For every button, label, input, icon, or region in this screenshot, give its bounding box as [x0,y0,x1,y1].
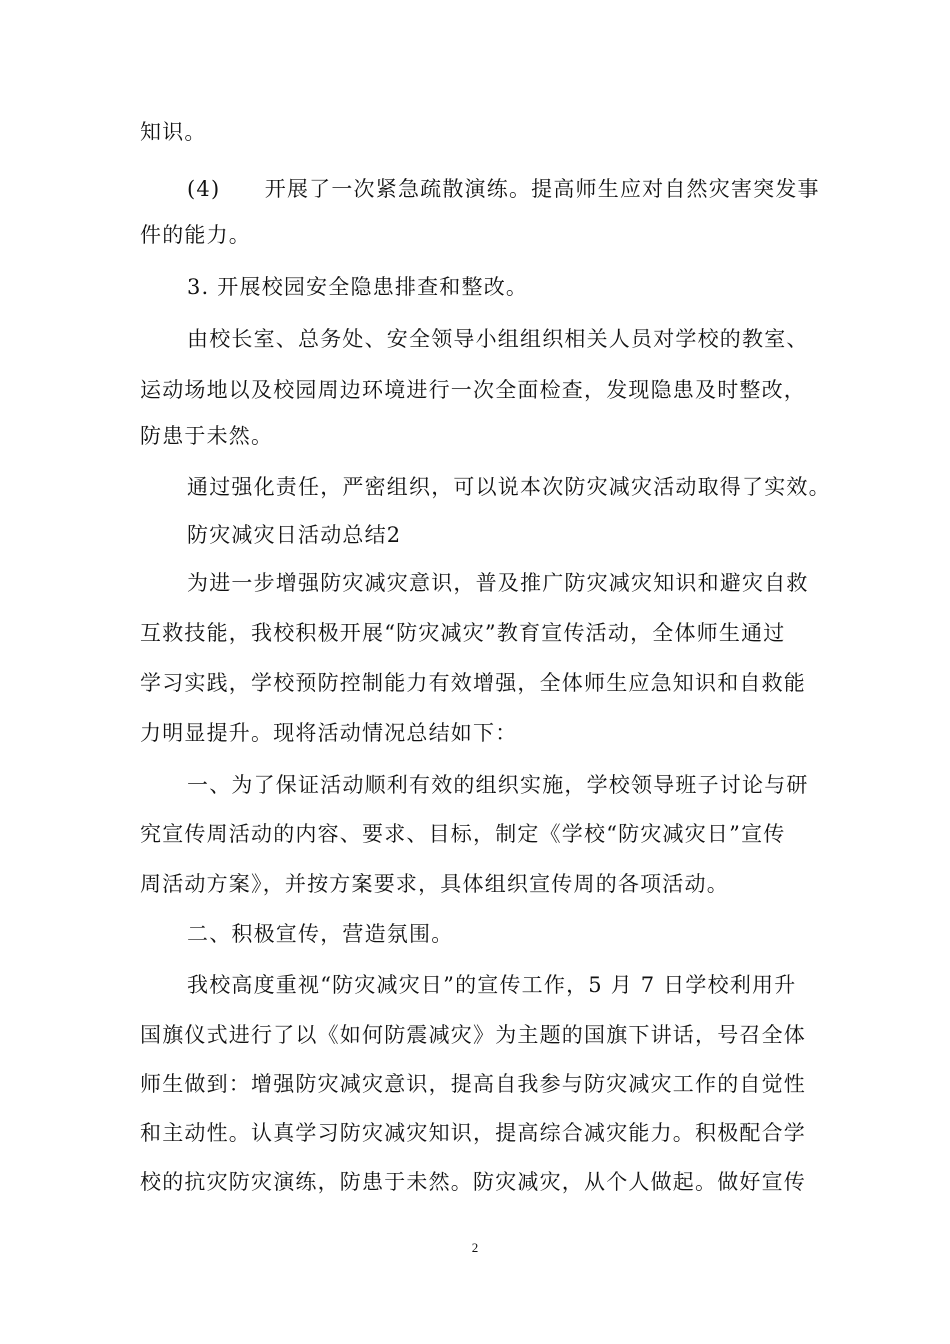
text-line: 国旗仪式进行了以《如何防震减灾》为主题的国旗下讲话，号召全体 [140,1023,806,1047]
text-line: 究宣传周活动的内容、要求、目标，制定《学校“防灾减灾日”宣传 [140,822,786,846]
text-line: 校的抗灾防灾演练，防患于未然。防灾减灾，从个人做起。做好宣传 [140,1170,806,1194]
text-line: (4) 开展了一次紧急疏散演练。提高师生应对自然灾害突发事 [187,177,820,201]
page-number: 2 [471,1240,479,1255]
text-line: 件的能力。 [140,223,251,247]
text-line: 互救技能，我校积极开展“防灾减灾”教育宣传活动，全体师生通过 [140,621,786,645]
section-heading: 防灾减灾日活动总结2 [187,523,402,547]
text-line: 为进一步增强防灾减灾意识，普及推广防灾减灾知识和避灾自救 [187,571,809,595]
text-line: 我校高度重视“防灾减灾日”的宣传工作，5 月 7 日学校利用升 [187,973,797,997]
text-line: 通过强化责任，严密组织，可以说本次防灾减灾活动取得了实效。 [187,475,831,499]
text-line: 知识。 [140,120,207,144]
text-line: 师生做到：增强防灾减灾意识，提高自我参与防灾减灾工作的自觉性 [140,1072,806,1096]
text-line: 学习实践，学校预防控制能力有效增强，全体师生应急知识和自救能 [140,671,806,695]
text-line: 运动场地以及校园周边环境进行一次全面检查，发现隐患及时整改， [140,378,806,402]
text-line: 防患于未然。 [140,424,274,448]
text-line: 和主动性。认真学习防灾减灾知识，提高综合减灾能力。积极配合学 [140,1121,806,1145]
text-line: 力明显提升。现将活动情况总结如下： [140,721,518,745]
text-line: 一、为了保证活动顺利有效的组织实施，学校领导班子讨论与研 [187,773,809,797]
text-line: 周活动方案》，并按方案要求，具体组织宣传周的各项活动。 [140,872,729,896]
text-line: 3. 开展校园安全隐患排查和整改。 [187,275,529,299]
text-line: 二、积极宣传，营造氛围。 [187,922,454,946]
text-line: 由校长室、总务处、安全领导小组组织相关人员对学校的教室、 [187,327,809,351]
